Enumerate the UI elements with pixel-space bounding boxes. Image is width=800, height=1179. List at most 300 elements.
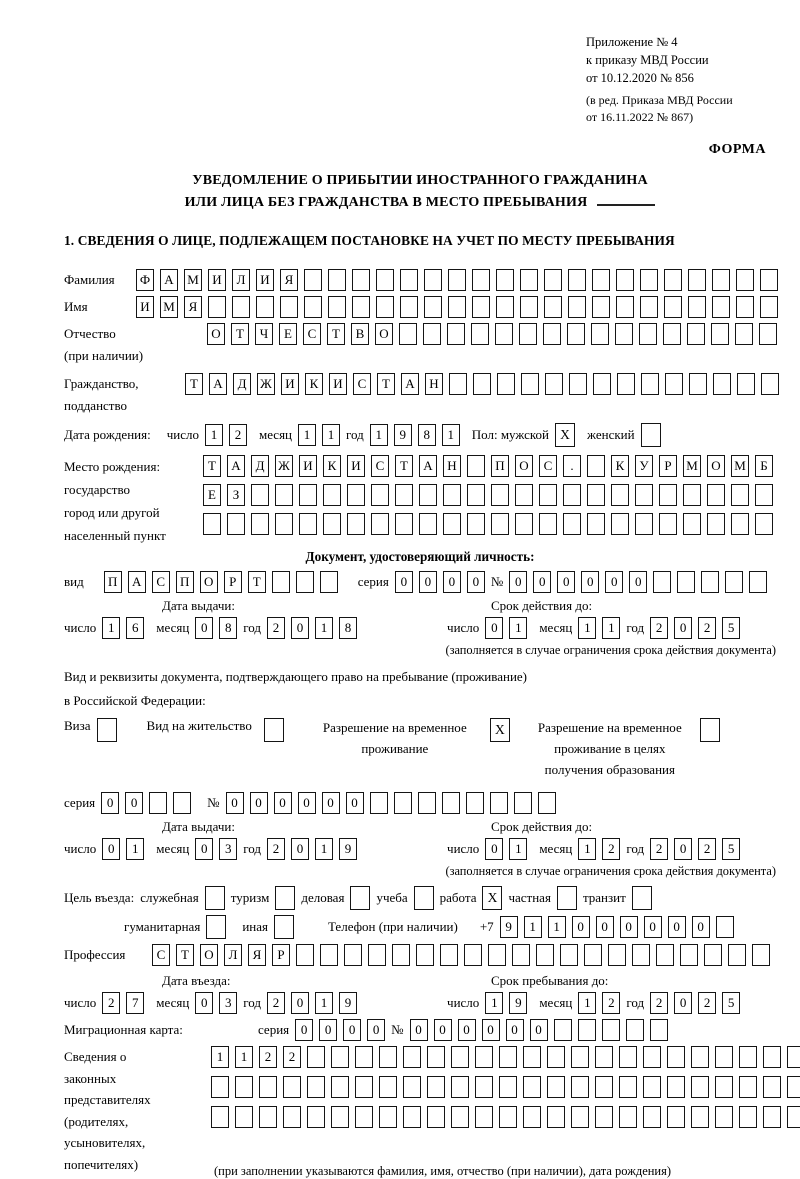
char-cell[interactable] [352,296,370,318]
purpose-official-checkbox[interactable] [205,886,225,910]
char-cell[interactable] [523,1106,541,1128]
char-cell[interactable] [787,1046,800,1068]
char-cell[interactable] [578,1019,596,1041]
char-cell[interactable]: Т [377,373,395,395]
char-cell[interactable]: 0 [596,916,614,938]
char-cell[interactable]: И [299,455,317,477]
char-cell[interactable]: 8 [339,617,357,639]
char-cell[interactable] [347,484,365,506]
char-cell[interactable]: 0 [443,571,461,593]
char-cell[interactable] [355,1046,373,1068]
char-cell[interactable] [497,373,515,395]
char-cell[interactable] [304,296,322,318]
char-cell[interactable]: 2 [259,1046,277,1068]
char-cell[interactable] [763,1076,781,1098]
char-cell[interactable] [307,1046,325,1068]
char-cell[interactable]: А [419,455,437,477]
char-cell[interactable] [539,484,557,506]
char-cell[interactable] [403,1046,421,1068]
char-cell[interactable] [547,1046,565,1068]
char-cell[interactable]: Т [176,944,194,966]
char-cell[interactable] [592,269,610,291]
char-cell[interactable]: 3 [219,838,237,860]
char-cell[interactable] [755,484,773,506]
char-cell[interactable] [149,792,167,814]
char-cell[interactable]: А [160,269,178,291]
char-cell[interactable]: О [200,944,218,966]
char-cell[interactable]: 2 [698,838,716,860]
char-cell[interactable] [688,296,706,318]
char-cell[interactable]: 7 [126,992,144,1014]
char-cell[interactable]: 1 [485,992,503,1014]
char-cell[interactable]: Т [395,455,413,477]
char-cell[interactable]: 5 [722,992,740,1014]
char-cell[interactable]: 2 [229,424,247,446]
char-cell[interactable]: И [347,455,365,477]
char-cell[interactable] [299,484,317,506]
char-cell[interactable] [259,1106,277,1128]
char-cell[interactable] [467,484,485,506]
char-cell[interactable]: 0 [620,916,638,938]
char-cell[interactable] [473,373,491,395]
char-cell[interactable] [595,1076,613,1098]
char-cell[interactable] [667,1046,685,1068]
char-cell[interactable]: В [351,323,369,345]
char-cell[interactable] [491,484,509,506]
char-cell[interactable]: Т [248,571,266,593]
char-cell[interactable] [619,1076,637,1098]
char-cell[interactable] [296,944,314,966]
char-cell[interactable] [755,513,773,535]
char-cell[interactable] [447,323,465,345]
char-cell[interactable] [235,1106,253,1128]
char-cell[interactable]: 0 [298,792,316,814]
char-cell[interactable]: Е [279,323,297,345]
char-cell[interactable]: 0 [291,992,309,1014]
char-cell[interactable]: 0 [295,1019,313,1041]
char-cell[interactable]: Л [232,269,250,291]
char-cell[interactable] [539,513,557,535]
char-cell[interactable]: 2 [650,992,668,1014]
char-cell[interactable] [688,269,706,291]
char-cell[interactable] [304,269,322,291]
char-cell[interactable] [355,1106,373,1128]
char-cell[interactable]: Д [233,373,251,395]
char-cell[interactable] [499,1076,517,1098]
char-cell[interactable]: С [539,455,557,477]
char-cell[interactable]: 0 [343,1019,361,1041]
char-cell[interactable] [712,296,730,318]
char-cell[interactable]: Е [203,484,221,506]
char-cell[interactable] [632,944,650,966]
char-cell[interactable] [643,1076,661,1098]
char-cell[interactable] [760,296,778,318]
char-cell[interactable] [283,1106,301,1128]
char-cell[interactable] [735,323,753,345]
char-cell[interactable] [739,1106,757,1128]
char-cell[interactable]: О [375,323,393,345]
char-cell[interactable] [560,944,578,966]
char-cell[interactable]: О [707,455,725,477]
char-cell[interactable] [443,513,461,535]
char-cell[interactable] [472,269,490,291]
char-cell[interactable] [499,1106,517,1128]
char-cell[interactable] [563,484,581,506]
char-cell[interactable] [418,792,436,814]
char-cell[interactable] [423,323,441,345]
char-cell[interactable] [731,513,749,535]
char-cell[interactable] [467,513,485,535]
char-cell[interactable] [663,323,681,345]
char-cell[interactable]: 0 [346,792,364,814]
char-cell[interactable] [545,373,563,395]
char-cell[interactable] [665,373,683,395]
char-cell[interactable]: Т [203,455,221,477]
char-cell[interactable] [328,269,346,291]
char-cell[interactable]: 0 [395,571,413,593]
char-cell[interactable]: Л [224,944,242,966]
char-cell[interactable] [547,1076,565,1098]
char-cell[interactable] [587,484,605,506]
char-cell[interactable] [475,1076,493,1098]
char-cell[interactable] [379,1106,397,1128]
char-cell[interactable] [320,944,338,966]
char-cell[interactable] [419,513,437,535]
char-cell[interactable] [515,484,533,506]
char-cell[interactable] [691,1106,709,1128]
char-cell[interactable] [394,792,412,814]
char-cell[interactable] [499,1046,517,1068]
char-cell[interactable]: 0 [319,1019,337,1041]
char-cell[interactable]: М [184,269,202,291]
char-cell[interactable]: Н [443,455,461,477]
char-cell[interactable] [737,373,755,395]
char-cell[interactable]: Б [755,455,773,477]
char-cell[interactable] [667,1106,685,1128]
char-cell[interactable] [659,484,677,506]
char-cell[interactable] [713,373,731,395]
char-cell[interactable] [371,484,389,506]
char-cell[interactable] [211,1076,229,1098]
char-cell[interactable] [427,1076,445,1098]
char-cell[interactable] [593,373,611,395]
char-cell[interactable] [403,1076,421,1098]
char-cell[interactable] [416,944,434,966]
char-cell[interactable]: А [128,571,146,593]
char-cell[interactable]: К [323,455,341,477]
char-cell[interactable]: 2 [283,1046,301,1068]
char-cell[interactable] [448,269,466,291]
char-cell[interactable]: 0 [557,571,575,593]
char-cell[interactable]: 0 [419,571,437,593]
char-cell[interactable] [395,513,413,535]
char-cell[interactable] [491,513,509,535]
char-cell[interactable]: Я [248,944,266,966]
char-cell[interactable] [707,513,725,535]
char-cell[interactable]: 0 [485,838,503,860]
char-cell[interactable] [739,1076,757,1098]
char-cell[interactable]: 1 [205,424,223,446]
char-cell[interactable]: А [227,455,245,477]
purpose-work-checkbox[interactable]: X [482,886,502,910]
char-cell[interactable] [763,1106,781,1128]
char-cell[interactable] [736,269,754,291]
char-cell[interactable]: 0 [605,571,623,593]
char-cell[interactable] [275,513,293,535]
char-cell[interactable]: Я [184,296,202,318]
char-cell[interactable] [208,296,226,318]
char-cell[interactable] [451,1076,469,1098]
purpose-business-checkbox[interactable] [350,886,370,910]
char-cell[interactable]: 0 [291,617,309,639]
char-cell[interactable] [227,513,245,535]
char-cell[interactable]: 0 [410,1019,428,1041]
char-cell[interactable]: К [611,455,629,477]
char-cell[interactable]: У [635,455,653,477]
char-cell[interactable]: 0 [692,916,710,938]
char-cell[interactable]: 2 [698,992,716,1014]
char-cell[interactable]: 1 [370,424,388,446]
char-cell[interactable] [691,1046,709,1068]
char-cell[interactable] [352,269,370,291]
char-cell[interactable] [640,269,658,291]
char-cell[interactable] [689,373,707,395]
char-cell[interactable]: 1 [602,617,620,639]
char-cell[interactable]: 1 [524,916,542,938]
char-cell[interactable] [442,792,460,814]
char-cell[interactable]: 0 [226,792,244,814]
char-cell[interactable]: 9 [500,916,518,938]
char-cell[interactable] [521,373,539,395]
char-cell[interactable] [251,513,269,535]
char-cell[interactable]: 0 [458,1019,476,1041]
char-cell[interactable] [659,513,677,535]
char-cell[interactable]: 0 [250,792,268,814]
char-cell[interactable] [451,1106,469,1128]
char-cell[interactable] [667,1076,685,1098]
char-cell[interactable] [323,484,341,506]
char-cell[interactable] [395,484,413,506]
char-cell[interactable] [602,1019,620,1041]
char-cell[interactable]: 5 [722,838,740,860]
char-cell[interactable]: 1 [578,838,596,860]
char-cell[interactable] [371,513,389,535]
char-cell[interactable] [591,323,609,345]
char-cell[interactable] [471,323,489,345]
char-cell[interactable] [731,484,749,506]
char-cell[interactable] [256,296,274,318]
char-cell[interactable]: 1 [211,1046,229,1068]
char-cell[interactable]: 3 [219,992,237,1014]
char-cell[interactable]: 0 [125,792,143,814]
char-cell[interactable] [544,296,562,318]
char-cell[interactable] [563,513,581,535]
char-cell[interactable] [759,323,777,345]
char-cell[interactable]: 1 [578,992,596,1014]
char-cell[interactable] [296,571,314,593]
char-cell[interactable]: А [401,373,419,395]
char-cell[interactable] [299,513,317,535]
char-cell[interactable] [677,571,695,593]
char-cell[interactable]: П [176,571,194,593]
char-cell[interactable] [376,296,394,318]
char-cell[interactable] [739,1046,757,1068]
char-cell[interactable]: 0 [674,617,692,639]
char-cell[interactable] [749,571,767,593]
char-cell[interactable] [687,323,705,345]
char-cell[interactable] [635,513,653,535]
char-cell[interactable]: 0 [674,992,692,1014]
char-cell[interactable] [448,296,466,318]
char-cell[interactable] [449,373,467,395]
char-cell[interactable] [683,484,701,506]
char-cell[interactable]: Ч [255,323,273,345]
char-cell[interactable]: 0 [572,916,590,938]
char-cell[interactable] [640,296,658,318]
char-cell[interactable] [424,296,442,318]
char-cell[interactable]: Д [251,455,269,477]
char-cell[interactable] [323,513,341,535]
char-cell[interactable] [683,513,701,535]
char-cell[interactable] [368,944,386,966]
char-cell[interactable]: Р [659,455,677,477]
char-cell[interactable] [643,1106,661,1128]
char-cell[interactable] [664,296,682,318]
visa-checkbox[interactable] [97,718,117,742]
char-cell[interactable] [571,1076,589,1098]
char-cell[interactable] [691,1076,709,1098]
char-cell[interactable]: С [371,455,389,477]
char-cell[interactable] [568,296,586,318]
char-cell[interactable]: 1 [509,838,527,860]
char-cell[interactable] [617,373,635,395]
char-cell[interactable] [400,269,418,291]
char-cell[interactable] [376,269,394,291]
char-cell[interactable]: 1 [298,424,316,446]
char-cell[interactable]: Н [425,373,443,395]
char-cell[interactable] [716,916,734,938]
char-cell[interactable] [307,1106,325,1128]
char-cell[interactable]: 8 [219,617,237,639]
char-cell[interactable]: С [303,323,321,345]
char-cell[interactable] [707,484,725,506]
char-cell[interactable] [495,323,513,345]
char-cell[interactable]: 1 [442,424,460,446]
char-cell[interactable] [419,484,437,506]
char-cell[interactable] [475,1106,493,1128]
char-cell[interactable] [595,1106,613,1128]
char-cell[interactable]: Я [280,269,298,291]
char-cell[interactable]: 2 [267,617,285,639]
char-cell[interactable] [519,323,537,345]
char-cell[interactable]: 0 [101,792,119,814]
char-cell[interactable] [544,269,562,291]
char-cell[interactable] [272,571,290,593]
char-cell[interactable] [427,1106,445,1128]
char-cell[interactable] [569,373,587,395]
char-cell[interactable]: 1 [322,424,340,446]
char-cell[interactable]: 0 [195,617,213,639]
char-cell[interactable] [307,1076,325,1098]
char-cell[interactable] [715,1076,733,1098]
char-cell[interactable] [568,269,586,291]
char-cell[interactable] [440,944,458,966]
char-cell[interactable]: А [209,373,227,395]
char-cell[interactable] [712,269,730,291]
char-cell[interactable] [787,1106,800,1128]
char-cell[interactable]: Ж [257,373,275,395]
char-cell[interactable]: М [160,296,178,318]
char-cell[interactable]: 9 [339,838,357,860]
char-cell[interactable]: 0 [674,838,692,860]
char-cell[interactable] [615,323,633,345]
temp-residence-edu-checkbox[interactable] [700,718,720,742]
char-cell[interactable] [554,1019,572,1041]
char-cell[interactable] [616,269,634,291]
char-cell[interactable] [328,296,346,318]
char-cell[interactable]: О [200,571,218,593]
char-cell[interactable]: 9 [509,992,527,1014]
char-cell[interactable]: 0 [291,838,309,860]
temp-residence-checkbox[interactable]: X [490,718,510,742]
char-cell[interactable] [427,1046,445,1068]
char-cell[interactable] [656,944,674,966]
char-cell[interactable]: 6 [126,617,144,639]
char-cell[interactable] [587,455,605,477]
char-cell[interactable] [520,269,538,291]
char-cell[interactable]: И [136,296,154,318]
purpose-private-checkbox[interactable] [557,886,577,910]
char-cell[interactable] [680,944,698,966]
char-cell[interactable]: 0 [367,1019,385,1041]
char-cell[interactable] [608,944,626,966]
char-cell[interactable]: 2 [267,992,285,1014]
char-cell[interactable]: Ф [136,269,154,291]
char-cell[interactable]: 0 [482,1019,500,1041]
char-cell[interactable] [173,792,191,814]
char-cell[interactable]: 1 [235,1046,253,1068]
char-cell[interactable]: 2 [698,617,716,639]
char-cell[interactable]: 1 [315,617,333,639]
char-cell[interactable] [424,269,442,291]
char-cell[interactable]: З [227,484,245,506]
char-cell[interactable] [392,944,410,966]
char-cell[interactable] [515,513,533,535]
char-cell[interactable] [403,1106,421,1128]
char-cell[interactable]: 0 [102,838,120,860]
char-cell[interactable] [547,1106,565,1128]
char-cell[interactable] [251,484,269,506]
char-cell[interactable] [379,1076,397,1098]
char-cell[interactable]: Т [231,323,249,345]
char-cell[interactable] [701,571,719,593]
sex-male-checkbox[interactable]: X [555,423,575,447]
char-cell[interactable]: 0 [485,617,503,639]
char-cell[interactable] [475,1046,493,1068]
char-cell[interactable]: К [305,373,323,395]
char-cell[interactable] [235,1076,253,1098]
purpose-transit-checkbox[interactable] [632,886,652,910]
char-cell[interactable] [760,269,778,291]
char-cell[interactable] [488,944,506,966]
char-cell[interactable]: 0 [644,916,662,938]
char-cell[interactable] [643,1046,661,1068]
char-cell[interactable] [787,1076,800,1098]
char-cell[interactable]: И [281,373,299,395]
char-cell[interactable] [587,513,605,535]
char-cell[interactable] [523,1076,541,1098]
char-cell[interactable] [259,1076,277,1098]
